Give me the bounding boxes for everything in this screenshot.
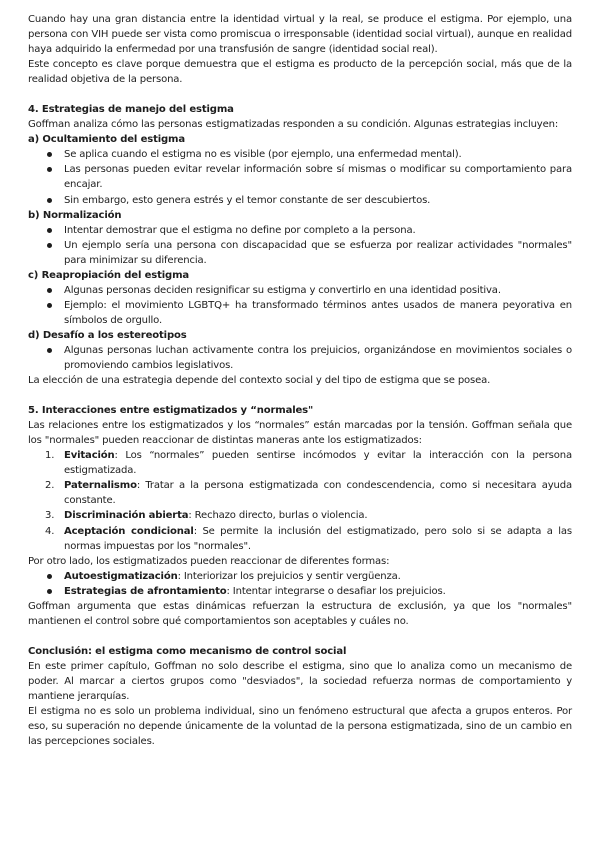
conclusion-paragraph-1: En este primer capítulo, Goffman no solo describe el estigma, sino que lo analiza como un mecanismo de poder. Al marcar a ciertos grupos como "desviados", la sociedad refuerza normas de comportamiento y mantiene jerarquías. xyxy=(28,660,572,702)
subsection-d-list xyxy=(28,343,572,373)
list-item: Algunas personas deciden resignificar su estigma y convertirlo en una identidad positiva. xyxy=(28,283,572,298)
section-5-other-side: Por otro lado, los estigmatizados pueden reaccionar de diferentes formas: xyxy=(28,555,390,567)
spacer xyxy=(28,388,572,403)
bullet-icon xyxy=(47,228,52,233)
bullet-icon xyxy=(47,243,52,248)
intro-paragraph-1: Cuando hay una gran distancia entre la identidad virtual y la real, se produce el estigma. Por ejemplo, una persona con VIH puede ser vista como promiscua o irresponsable (identidad social virtual), aunque en realidad haya adquirido la enfermedad por una transfusión de sangre (identidad social real). xyxy=(28,14,572,56)
list-item: 3. Discriminación abierta: Rechazo directo, burlas o violencia. xyxy=(45,510,368,522)
bullet-icon xyxy=(47,152,52,157)
bullet-icon xyxy=(47,167,52,172)
responses-list xyxy=(28,569,572,599)
subsection-d-heading: d) Desafío a los estereotipos xyxy=(28,329,187,341)
bullet-icon xyxy=(47,574,52,579)
subsection-c-list xyxy=(28,283,572,328)
bullet-icon xyxy=(47,198,52,203)
bullet-icon xyxy=(47,303,52,308)
list-item: Intentar demostrar que el estigma no define por completo a la persona. xyxy=(28,223,572,238)
list-item: Se aplica cuando el estigma no es visible (por ejemplo, una enfermedad mental). xyxy=(28,147,572,162)
subsection-b-list xyxy=(28,223,572,268)
list-item: Sin embargo, esto genera estrés y el temor constante de ser descubiertos. xyxy=(28,193,572,208)
section-5-heading: 5. Interacciones entre estigmatizados y “normales" xyxy=(28,405,314,417)
subsection-a-heading: a) Ocultamiento del estigma xyxy=(28,134,186,146)
subsection-a-list xyxy=(28,147,572,207)
reactions-list xyxy=(28,448,572,553)
list-item: Las personas pueden evitar revelar información sobre sí mismas o modificar su comportamiento para encajar. xyxy=(28,162,572,192)
intro-paragraph-2: Este concepto es clave porque demuestra que el estigma es producto de la percepción social, más que de la realidad objetiva de la persona. xyxy=(28,59,572,86)
section-5-closing: Goffman argumenta que estas dinámicas refuerzan la estructura de exclusión, ya que los "normales" mantienen el control sobre qué comportamientos son aceptables y cuáles no. xyxy=(28,600,572,627)
list-item: Estrategias de afrontamiento: Intentar integrarse o desafiar los prejuicios. xyxy=(28,584,572,599)
conclusion-paragraph-2: El estigma no es solo un problema individual, sino un fenómeno estructural que afecta a grupos enteros. Por eso, su superación no depende únicamente de la voluntad de la persona estigmatizada, sino de un cambio en las percepciones sociales. xyxy=(28,706,572,748)
subsection-c-heading: c) Reapropiación del estigma xyxy=(28,269,190,281)
list-item: Autoestigmatización: Interiorizar los prejuicios y sentir vergüenza. xyxy=(28,569,572,584)
section-5-intro: Las relaciones entre los estigmatizados y los “normales” están marcadas por la tensión. Goffman señala que los "normales" pueden reaccionar de distintas maneras ante los estigmatizados: xyxy=(28,420,572,447)
subsection-b-heading: b) Normalización xyxy=(28,209,122,221)
list-item: 1. Evitación: Los “normales” pueden sentirse incómodos y evitar la interacción con la persona estigmatizada. xyxy=(45,450,572,477)
list-item: Un ejemplo sería una persona con discapacidad que se esfuerza por realizar actividades "normales" para minimizar su diferencia. xyxy=(28,238,572,268)
list-item: 4. Aceptación condicional: Se permite la inclusión del estigmatizado, pero solo si se adapta a las normas impuestas por los "normales". xyxy=(45,525,572,552)
bullet-icon xyxy=(47,288,52,293)
section-4-closing: La elección de una estrategia depende del contexto social y del tipo de estigma que se posea. xyxy=(28,375,491,387)
list-item: Algunas personas luchan activamente contra los prejuicios, organizándose en movimientos sociales o promoviendo cambios legislativos. xyxy=(28,343,572,373)
list-item: Ejemplo: el movimiento LGBTQ+ ha transformado términos antes usados de manera peyorativa en símbolos de orgullo. xyxy=(28,298,572,328)
spacer xyxy=(28,87,572,102)
spacer xyxy=(28,629,572,644)
conclusion-heading: Conclusión: el estigma como mecanismo de control social xyxy=(28,645,347,657)
bullet-icon xyxy=(47,348,52,353)
section-4-intro: Goffman analiza cómo las personas estigmatizadas responden a su condición. Algunas estrategias incluyen: xyxy=(28,119,559,131)
list-item: 2. Paternalismo: Tratar a la persona estigmatizada con condescendencia, como si necesitara ayuda constante. xyxy=(45,480,572,507)
bullet-icon xyxy=(47,589,52,594)
section-4-heading: 4. Estrategias de manejo del estigma xyxy=(28,104,234,116)
